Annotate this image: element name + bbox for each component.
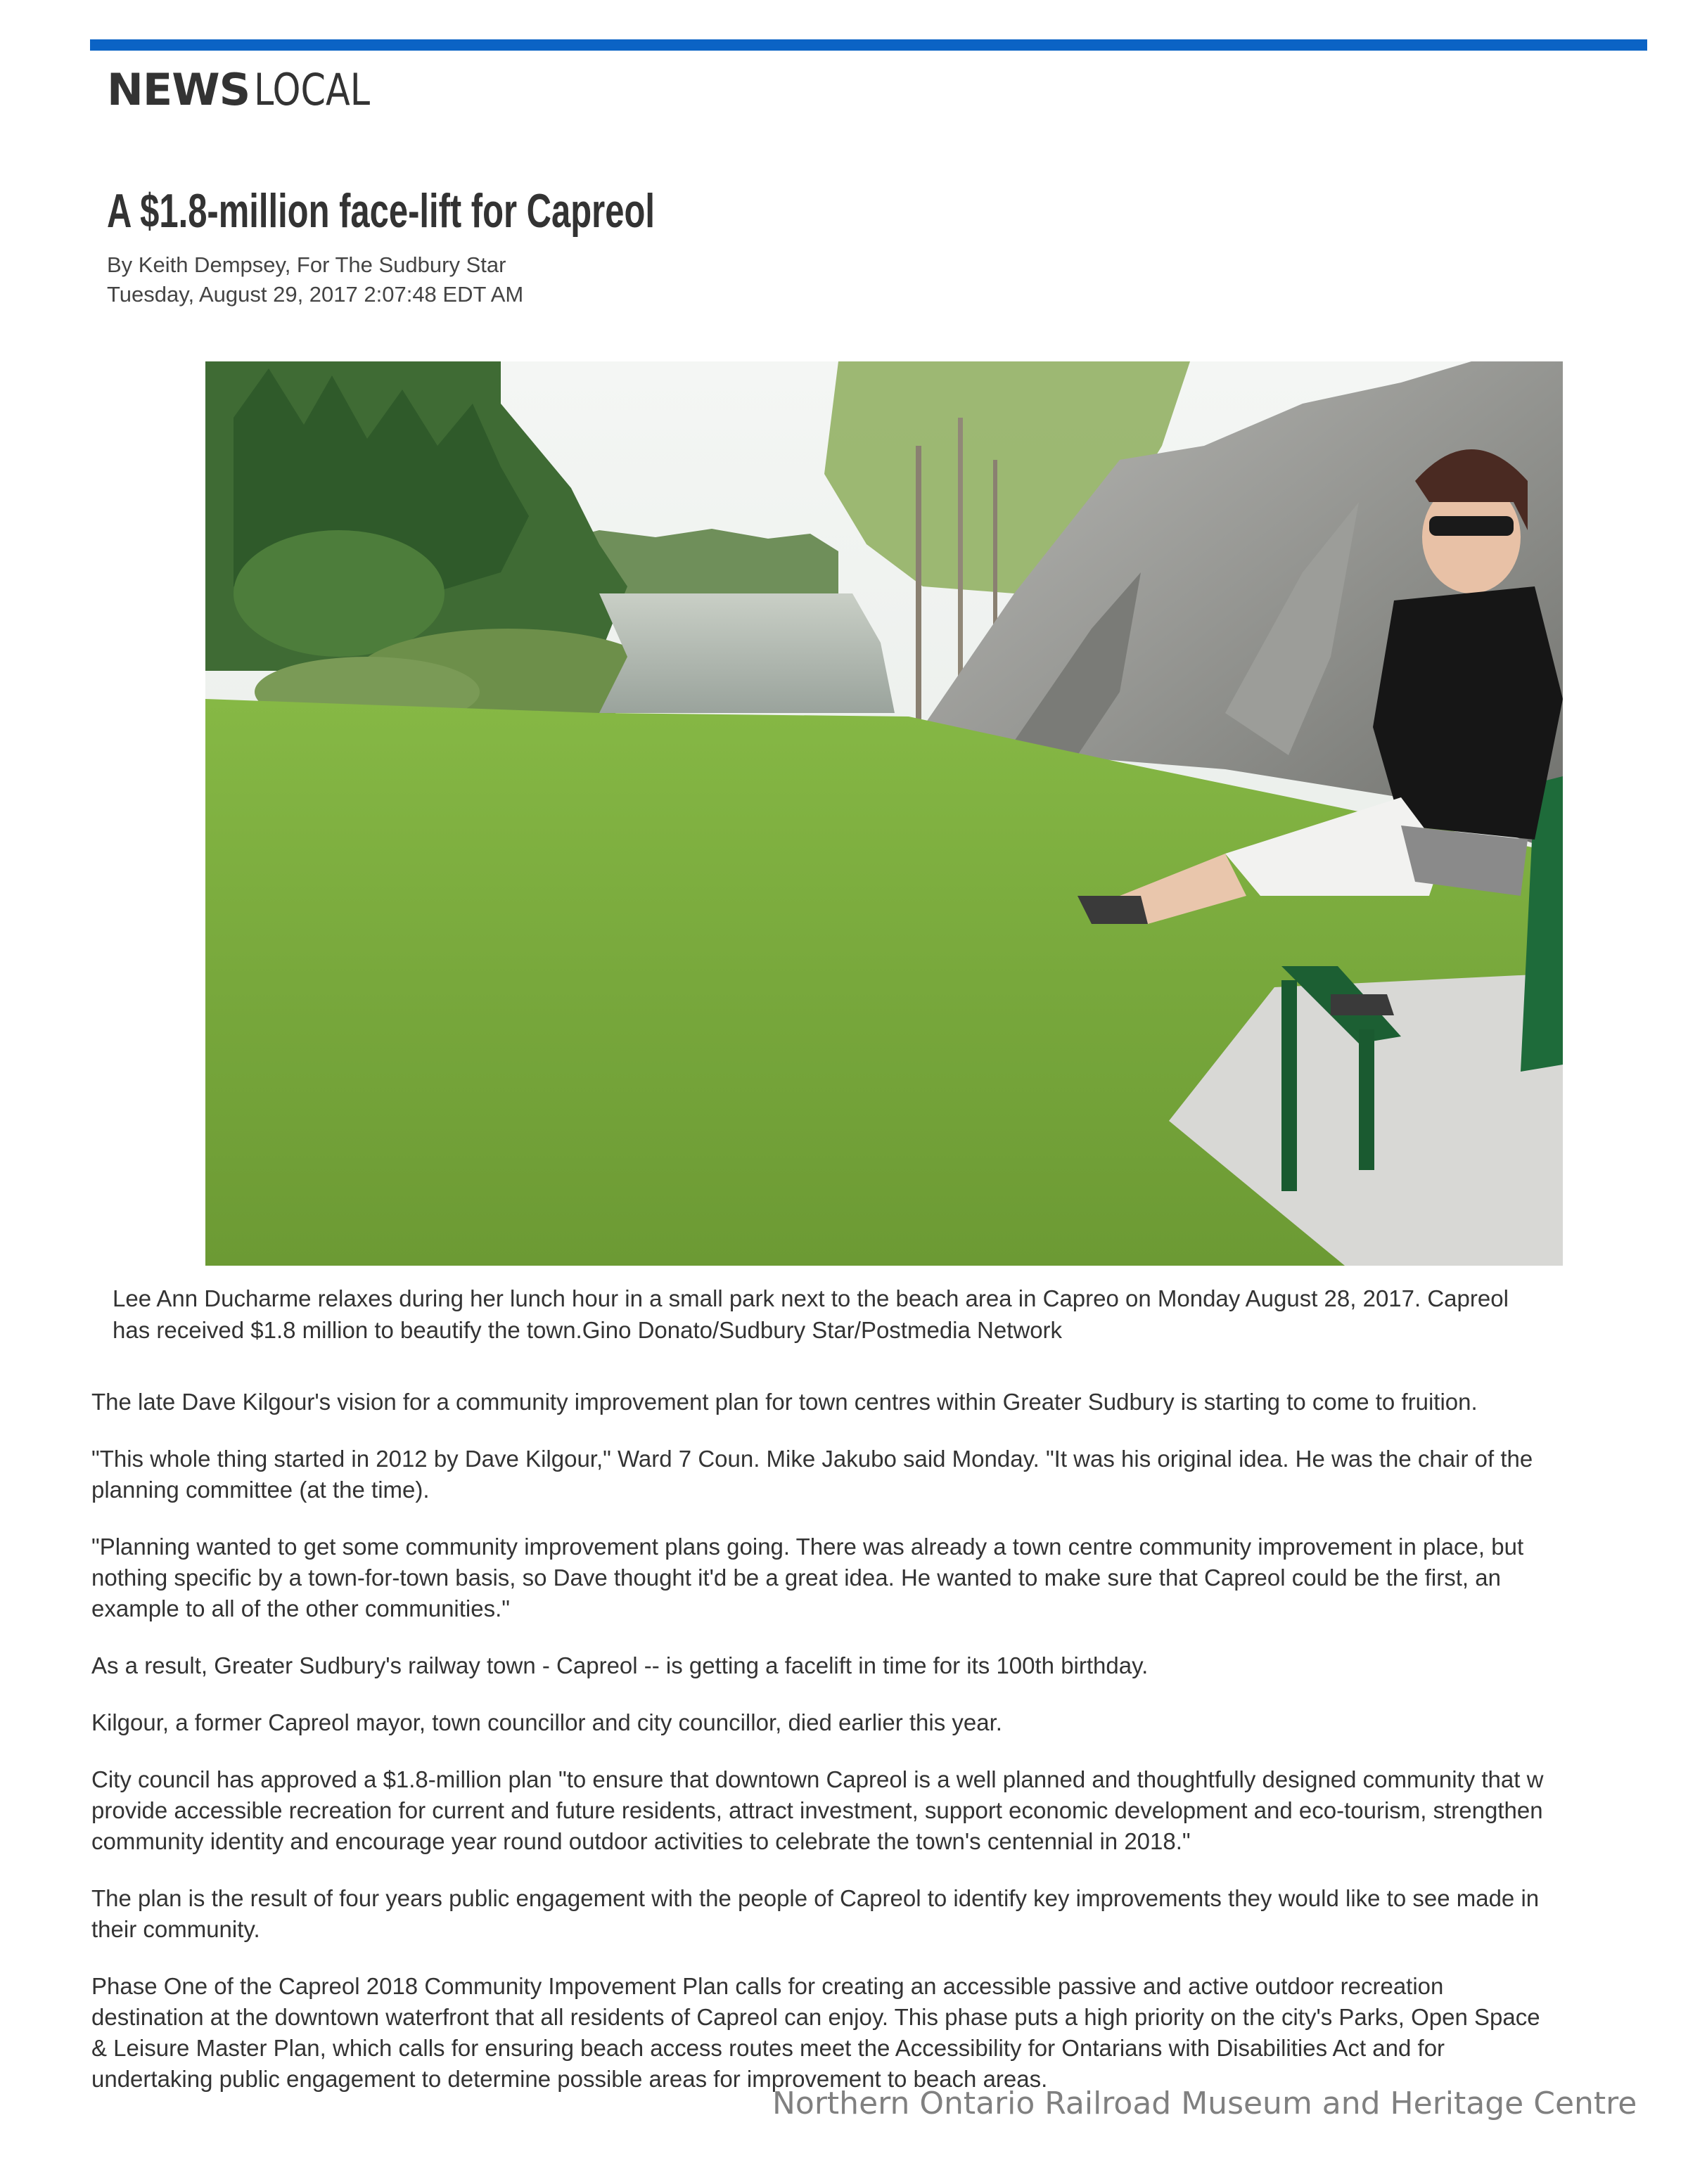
body-line: their community. — [91, 1916, 260, 1942]
photo-caption — [113, 1283, 1625, 1346]
dateline: Tuesday, August 29, 2017 2:07:48 EDT AM — [107, 282, 524, 307]
body-line: The late Dave Kilgour's vision for a community improvement plan for town centres within Greater Sudbury is starting to come to fruition. — [91, 1389, 1478, 1415]
section-label[interactable] — [107, 62, 396, 119]
body-paragraph — [91, 1531, 1646, 1624]
article-body — [91, 1387, 1646, 2121]
body-line: "This whole thing started in 2012 by Dave Kilgour," Ward 7 Coun. Mike Jakubo said Monday. "It was his original idea. He was the chair of the — [91, 1446, 1533, 1472]
body-line: "Planning wanted to get some community improvement plans going. There was already a town centre community improvement in place, but — [91, 1534, 1524, 1560]
top-accent-bar — [90, 39, 1647, 51]
caption-line: has received $1.8 million to beautify the town.Gino Donato/Sudbury Star/Postmedia Network — [113, 1317, 1063, 1343]
body-line: undertaking public engagement to determine possible areas for improvement to beach areas. — [91, 2066, 1048, 2092]
caption-line: Lee Ann Ducharme relaxes during her lunch hour in a small park next to the beach area in Capreo on Monday August 28, 2017. Capreol — [113, 1285, 1509, 1311]
park-photo-illustration — [205, 361, 1563, 1266]
article-headline: A $1.8-million face-lift for Capreol — [107, 184, 655, 238]
body-line: & Leisure Master Plan, which calls for ensuring beach access routes meet the Accessibility for Ontarians with Disabilities Act and for — [91, 2035, 1445, 2061]
body-line: destination at the downtown waterfront that all residents of Capreol can enjoy. This phase puts a high priority on the city's Parks, Open Space — [91, 2004, 1540, 2030]
body-line: The plan is the result of four years public engagement with the people of Capreol to identify key improvements they would like to see made in — [91, 1885, 1540, 1911]
body-line: As a result, Greater Sudbury's railway town - Capreol -- is getting a facelift in time for its 100th birthday. — [91, 1652, 1149, 1678]
body-paragraph — [91, 1387, 1646, 1418]
body-line: nothing specific by a town-for-town basis, so Dave thought it'd be a great idea. He wanted to make sure that Capreol could be the first, an — [91, 1565, 1501, 1591]
section-label-secondary: LOCAL — [254, 64, 371, 115]
body-paragraph — [91, 1764, 1646, 1857]
article-photo — [205, 361, 1563, 1266]
body-line: City council has approved a $1.8-million plan "to ensure that downtown Capreol is a well planned and thoughtfully designed community that w — [91, 1766, 1544, 1792]
byline: By Keith Dempsey, For The Sudbury Star — [107, 252, 506, 277]
body-line: planning committee (at the time). — [91, 1477, 430, 1503]
body-line: provide accessible recreation for current and future residents, attract investment, support economic development and eco-tourism, strengthen — [91, 1797, 1543, 1823]
body-paragraph — [91, 1971, 1646, 2095]
watermark-text: Northern Ontario Railroad Museum and Heritage Centre — [772, 2086, 1637, 2121]
section-label-primary: NEWS — [107, 64, 250, 115]
article-meta — [107, 250, 523, 309]
body-line: Phase One of the Capreol 2018 Community Impovement Plan calls for creating an accessible passive and active outdoor recreation — [91, 1973, 1444, 1999]
body-paragraph — [91, 1444, 1646, 1505]
body-line: example to all of the other communities." — [91, 1595, 510, 1621]
body-paragraph — [91, 1707, 1646, 1738]
body-paragraph — [91, 1883, 1646, 1945]
body-line: community identity and encourage year round outdoor activities to celebrate the town's centennial in 2018." — [91, 1828, 1191, 1854]
body-line: Kilgour, a former Capreol mayor, town councillor and city councillor, died earlier this year. — [91, 1709, 1002, 1735]
body-paragraph — [91, 1650, 1646, 1681]
